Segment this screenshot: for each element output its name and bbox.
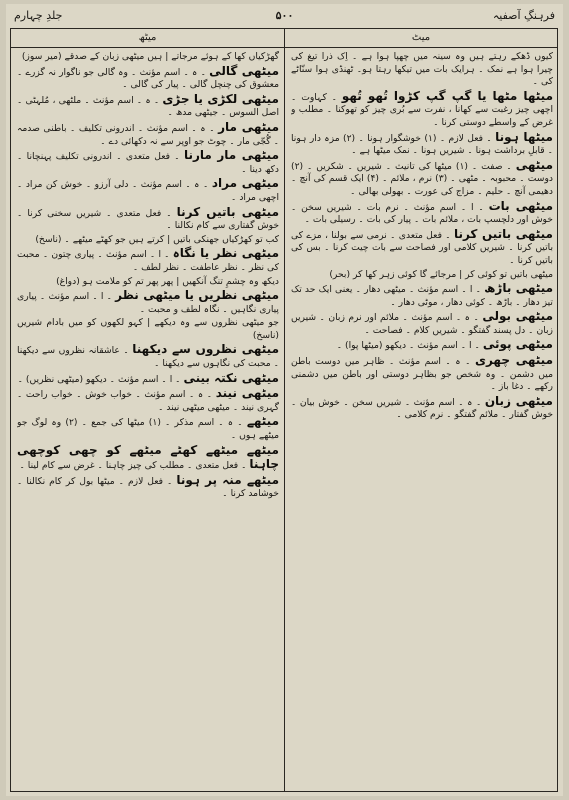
dictionary-entry <box>291 90 553 130</box>
entry-headword: میٹھی مراد <box>211 176 279 191</box>
dictionary-entry <box>291 200 553 227</box>
entry-headword: میٹھی زبان <box>484 393 553 408</box>
entry-definition: ۔ فعل متعدی ۔ نرمی سے بولنا ، مزے کی باتیں کرنا ۔ شیریں کلامی اور فصاحت سے بات چیت کرنا ۔ بس کی باتیں کرنا ۔ <box>291 229 553 266</box>
entry-headword: میٹھی نکتہ بینی <box>183 370 279 385</box>
dictionary-entry <box>17 149 279 176</box>
dictionary-entry <box>291 338 553 353</box>
entry-definition: ۔ عاشقانہ نظروں سے دیکھنا ۔ محبت کی نگاہوں سے دیکھنا ۔ <box>17 345 279 370</box>
entry-headword: میٹھی بات <box>488 198 553 213</box>
entry-headword: میٹھی مار مارنا <box>183 148 279 163</box>
entry-definition: ۔ ا ۔ اسم مؤنث ۔ پیاری پیاری نگاہیں ۔ نگاہ لطف و محبت ۔ <box>17 291 279 315</box>
dictionary-entry <box>291 131 553 158</box>
dictionary-entry <box>291 269 553 282</box>
entry-definition: ۔ ہ ۔ اسم مؤنث ۔ شیریں سخن ۔ خوش بیان ۔ خوش گفتار ۔ ملائم گفتگو ۔ نرم کلامی ۔ <box>291 396 553 421</box>
dictionary-entry <box>17 247 279 274</box>
entry-headword: میٹھی لکڑی یا جڑی <box>162 91 279 106</box>
entry-definition: دیکھ وہ چشمِ تنگ آنکھیں | پھر پھر تم کو ملامت ہو (دواغ) <box>56 275 279 287</box>
dictionary-entry <box>291 310 553 337</box>
dictionary-entry <box>17 289 279 316</box>
entry-definition: ۔ ا ۔ اسم مؤنث ۔ دیکھو (میٹھی نظریں) ۔ <box>17 373 181 385</box>
dictionary-entry <box>17 121 279 148</box>
entry-definition: ۔ ہ ۔ اسم مؤنث ۔ خواب خوش ۔ خواب راحت ۔ گہری نیند ۔ میٹھی میٹھی نیند ۔ <box>17 389 279 413</box>
entry-headword: میٹھی باڑھ <box>484 281 553 296</box>
left-column <box>17 51 279 787</box>
dictionary-entry <box>17 234 279 247</box>
entry-definition: ۔ فعل متعدی ۔ مطلب کی چیز چاہنا ۔ غرض سے کام لینا ۔ <box>19 460 247 472</box>
entry-definition: کب تو کھڑکیاں جھنکی باتیں | کرتے ہیں جو کھٹے میٹھے ۔ (ناسخ) <box>35 233 279 245</box>
entry-definition: ۔ ہ ۔ اسم مؤنث ۔ ظاہر میں دوست باطن میں دشمن ۔ وہ شخص جو بظاہر دوستی اور باطن میں دشمنی رکھے ۔ دغا باز ۔ <box>291 356 553 393</box>
dictionary-entry <box>17 93 279 120</box>
dictionary-entry <box>17 444 279 473</box>
entry-definition: ۔ فعل متعدی ۔ شیریں سخنی کرنا ۔ خوش گفتاری سے کام نکالنا ۔ <box>17 207 279 232</box>
entry-headword: میٹھے میٹھے کھٹے میٹھے کو چھی کوچھی چاہنا <box>17 442 279 472</box>
entry-headword: میٹھا مٹھا یا گپ گپ کڑوا تُھو تُھو <box>341 88 553 103</box>
entry-headword: میٹھی نظروں سے دیکھنا <box>132 342 279 357</box>
dictionary-entry <box>291 228 553 268</box>
volume-label: جلدِ چہارم <box>14 9 63 22</box>
dictionary-entry <box>17 372 279 387</box>
page-header <box>10 6 559 28</box>
column-title-right: میٹ <box>285 29 557 48</box>
entry-definition: ۔ ہ ۔ اسم مؤنث ۔ دلی آرزو ۔ خوش کن مراد ۔ اچھی مراد ۔ <box>17 179 279 203</box>
two-column-frame <box>10 28 558 792</box>
entry-definition: جو میٹھی نظروں سے وہ دیکھے | کہو لکھوں کو میں بادام شیریں (ناسخ) <box>17 317 279 341</box>
entry-headword: میٹھے منہ پر ہونا <box>176 472 279 487</box>
entry-definition: ۔ ہ ۔ اسم مؤنث ۔ ملائم اور نرم زبان ۔ شیریں زبان ۔ دل پسند گفتگو ۔ شیریں کلام ۔ فصاحت ۔ <box>291 312 553 336</box>
entry-definition: ۔ ا ۔ اسم مؤنث ۔ دیکھو (میٹھا پوا) ۔ <box>336 340 480 352</box>
entry-definition: میٹھی باتیں تو کوئی کر | مرجائے گا کوئی زہر کھا کر (بحر) <box>329 268 553 280</box>
dictionary-entry <box>291 395 553 422</box>
entry-definition: ۔ صفت ۔ (۱) میٹھا کی تانیث ۔ شیریں ۔ شکریں ۔ (۲) دوست ۔ محبوبہ ۔ مٹھی ۔ (۳) نرم ، ملائم ۔ (۴) ایک قسم کی آنچ ۔ دھیمی آنچ ۔ حلیم ۔ مزاج کی عورت ۔ بھولی بھالی ۔ <box>291 160 553 197</box>
dictionary-entry <box>291 354 553 394</box>
entry-definition: ۔ فعل لازم ۔ میٹھا بول کر کام نکالنا ۔ خوشامد کرنا ۔ <box>17 475 279 500</box>
entry-definition: ۔ ہ ۔ اسم مذکر ۔ (۱) میٹھا کی جمع ۔ (۲) وہ لوگ جو میٹھے ہوں ۔ <box>17 417 279 442</box>
entry-headword: میٹھی نیند <box>215 386 279 401</box>
entry-definition: ۔ فعل متعدی ۔ اندرونی تکلیف پہنچانا ۔ دکھ دینا ۔ <box>17 151 279 175</box>
dictionary-entry <box>17 51 279 64</box>
right-column <box>291 51 553 787</box>
column-divider <box>284 29 285 791</box>
entry-headword: میٹھی <box>515 157 553 172</box>
entry-headword: میٹھی پوئی <box>482 337 553 352</box>
dictionary-entry <box>17 317 279 342</box>
entry-definition: ۔ ہ ۔ اسم مؤنث ۔ ملٹھی ، مُلہٹی ۔ اصل السوس ۔ جیٹھی مدھ ۔ <box>17 94 279 119</box>
dictionary-entry <box>17 177 279 204</box>
entry-headword: میٹھی بولی <box>482 309 553 324</box>
entry-headword: میٹھی باتیں کرنا <box>453 226 553 241</box>
entry-definition: ۔ فعل لازم ۔ (۱) خوشگوار ہونا ۔ (۲) مزہ دار ہونا ۔ قابلِ برداشت ہونا ۔ شیریں ہونا ۔ نمک میٹھا ہے ۔ <box>291 132 553 157</box>
dictionary-entry <box>291 159 553 199</box>
entry-definition: ۔ ہ ۔ اسم مؤنث ۔ اندرونی تکلیف ۔ باطنی صدمہ ۔ گُجّی مار ۔ چوٹ جو اوپر سے نہ دکھائی دے ۔ <box>17 122 279 147</box>
entry-definition: ۔ ا ۔ اسم مؤنث ۔ پیاری چتون ۔ محبت کی نظر ۔ نظر عاطفت ۔ نظر لطف ۔ <box>17 249 279 273</box>
entry-headword: میٹھی مار <box>218 119 279 134</box>
dictionary-entry <box>17 415 279 442</box>
dictionary-entry <box>17 387 279 414</box>
entry-headword: میٹھی چھری <box>474 353 553 368</box>
dictionary-entry <box>291 282 553 309</box>
entry-definition: ۔ ا ۔ اسم مؤنث ۔ میٹھی دھار ۔ یعنی ایک حد تک تیز دھار ۔ باڑھ ۔ کوئی دھار ، موٹی دھار ۔ <box>291 284 553 308</box>
entry-definition: کیوں ڈھکے رہتے ہیں وہ سینہ میں چھپا ہوا ہے ۔ اِک ذرا تیغ کی چیرا ہوا ہے نمک ۔ ہرایک بات میں تیکھا رہتا ہو۔ ٹھنڈی ہوا سنّاٹے کی ۔ <box>291 51 553 88</box>
entry-definition: گھڑکیاں کھا کے ہوئے مرجاتے | ہیں میٹھی زبان کے صدقے (میر سوز) <box>21 51 279 62</box>
dictionary-entry <box>17 276 279 289</box>
entry-definition: ۔ ا ۔ اسم مؤنث ۔ نرم بات ۔ شیریں سخن ۔ خوش اور دلچسپ بات ، ملائم بات ۔ پیار کی بات ۔ رسیلی بات ۔ <box>291 201 553 226</box>
entry-definition: ۔ ہ ۔ اسم مؤنث ۔ وہ گالی جو ناگوار نہ گزرے ۔ معشوق کی چنچل گالی ۔ پیار کی گالی ۔ <box>17 66 279 91</box>
entry-headword: میٹھے <box>246 414 279 429</box>
entry-headword: میٹھی باتیں کرنا <box>176 204 279 219</box>
entry-headword: میٹھی گالی <box>209 63 279 78</box>
dictionary-entry <box>17 65 279 92</box>
entry-headword: میٹھی نظریں یا میٹھی نظر <box>115 288 279 303</box>
page-number: ۵۰۰ <box>275 9 294 22</box>
document-page <box>6 4 563 796</box>
entry-headword: میٹھی نظر یا نگاہ <box>172 246 279 261</box>
column-title-left: میٹھ <box>11 29 284 48</box>
dictionary-entry <box>17 206 279 233</box>
entry-definition: ۔ کہاوت ۔ اچھی چیز رغبت سے کھانا ، نفرت سے بُری چیز کو تھوکنا ۔ مطلب و غرض کے واسطے دوستی کرنا ۔ <box>291 91 553 128</box>
dictionary-entry <box>291 51 553 89</box>
book-title: فرہنگِ آصفیہ <box>492 9 555 22</box>
dictionary-entry <box>17 343 279 370</box>
entry-headword: میٹھا ہونا <box>495 129 553 144</box>
dictionary-entry <box>17 474 279 501</box>
